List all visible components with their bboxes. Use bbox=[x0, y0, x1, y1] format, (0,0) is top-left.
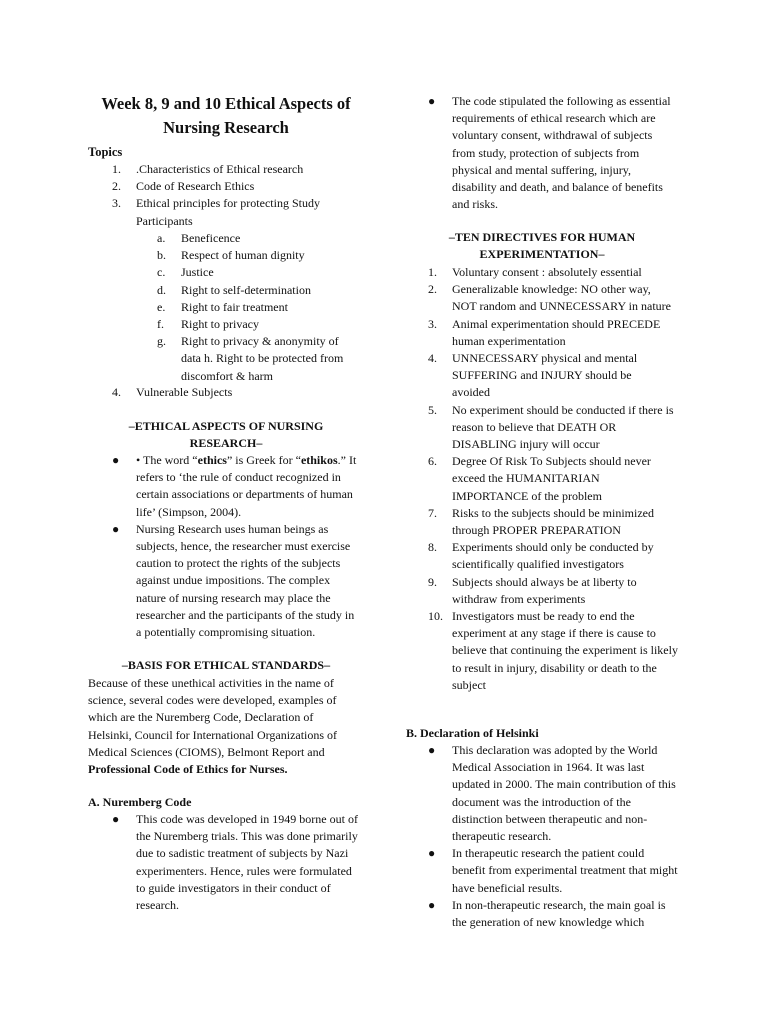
page-title: Week 8, 9 and 10 Ethical Aspects of Nursing Research bbox=[101, 94, 351, 137]
topics-heading: Topics bbox=[88, 145, 123, 159]
list-item: 3. Animal experimentation should PRECEDE human experimentation bbox=[428, 316, 661, 348]
list-item: 7. Risks to the subjects should be minimized through PROPER PREPARATION bbox=[428, 505, 654, 538]
subtopics-list bbox=[157, 230, 357, 385]
topics-list bbox=[112, 161, 362, 230]
nuremberg-bullets bbox=[112, 811, 362, 914]
helsinki-heading: B. Declaration of Helsinki bbox=[406, 726, 539, 740]
list-item: a. Beneficence bbox=[157, 231, 241, 245]
list-item: ● This declaration was adopted by the World Medical Association in 1964. It was last updated in 2000. The main contribution of this document was the introduction of the distinction between therapeutic and non-therapeutic research. bbox=[428, 743, 676, 844]
list-item: d. Right to self-determination bbox=[157, 282, 311, 297]
list-item: ● In therapeutic research the patient could benefit from experimental treatment that might have beneficial results. bbox=[428, 846, 678, 895]
list-item: g. Right to privacy & anonymity of data h. Right to be protected from discomfort & harm bbox=[157, 334, 344, 383]
list-item: 4. UNNECESSARY physical and mental SUFFERING and INJURY should be avoided bbox=[428, 351, 638, 400]
nuremberg-heading: A. Nuremberg Code bbox=[88, 795, 192, 809]
list-item: b. Respect of human dignity bbox=[157, 248, 305, 263]
list-item: 10. Investigators must be ready to end the experiment at any stage if there is cause to believe that continuing the experiment is likely to result in injury, disability or death to the subject bbox=[428, 609, 678, 692]
list-item: ● The code stipulated the following as essential requirements of ethical research which are voluntary consent, withdrawal of subjects from study, protection of subjects from physical and mental suffering, injury, disability and death, and balance of benefits and risks. bbox=[428, 94, 671, 212]
list-item: 5. No experiment should be conducted if there is reason to believe that DEATH OR DISABLING injury will occur bbox=[428, 402, 674, 452]
list-item: 8. Experiments should only be conducted by scientifically qualified investigators bbox=[428, 540, 654, 572]
topics-list-continued bbox=[112, 384, 362, 401]
bullet-icon: ● bbox=[112, 812, 120, 826]
ethical-aspects-heading: –ETHICAL ASPECTS OF NURSING RESEARCH– bbox=[128, 419, 324, 451]
ten-directives-heading: –TEN DIRECTIVES FOR HUMAN EXPERIMENTATION– bbox=[448, 230, 636, 262]
list-item: ● • The word “ethics” is Greek for “ethikos.” It refers to ‘the rule of conduct recognized in certain associations or departments of human life’ (Simpson, 2004). bbox=[112, 453, 357, 519]
bullet-icon: ● bbox=[428, 846, 436, 861]
list-item: e. Right to fair treatment bbox=[157, 299, 288, 314]
bullet-icon: ● bbox=[112, 453, 120, 467]
bullet-icon: ● bbox=[428, 897, 436, 912]
list-item: 4. Vulnerable Subjects bbox=[112, 385, 233, 399]
bullet-icon: ● bbox=[428, 743, 436, 757]
basis-paragraph: Because of these unethical activities in the name of science, several codes were developed, examples of which are the Nuremberg Code, Declaration of Helsinki, Council for International Organizations of Medical Sciences (CIOMS), Belmont Report and Professional Code of Ethics for Nurses. bbox=[88, 676, 338, 777]
bullet-icon: ● bbox=[428, 94, 436, 108]
bullet-icon: ● bbox=[112, 521, 120, 536]
list-item: 6. Degree Of Risk To Subjects should never exceed the HUMANITARIAN IMPORTANCE of the problem bbox=[428, 454, 651, 503]
basis-heading: –BASIS FOR ETHICAL STANDARDS– bbox=[121, 658, 331, 672]
list-item: ● In non-therapeutic research, the main goal is the generation of new knowledge which bbox=[428, 897, 666, 930]
list-item: 1. .Characteristics of Ethical research bbox=[112, 162, 304, 176]
helsinki-bullets bbox=[428, 742, 678, 931]
list-item: 3. Ethical principles for protecting Study Participants bbox=[112, 196, 320, 228]
list-item: 2. Code of Research Ethics bbox=[112, 179, 255, 194]
list-item: f. Right to privacy bbox=[157, 317, 259, 332]
list-item: c. Justice bbox=[157, 265, 214, 280]
list-item: ● Nursing Research uses human beings as subjects, hence, the researcher must exercise caution to protect the rights of the subjects against undue impositions. The complex nature of nursing research may place the researcher and the participants of the study in a potentially compromising situation. bbox=[112, 521, 355, 640]
ethics-bullets bbox=[112, 452, 362, 641]
code-bullets bbox=[428, 93, 676, 213]
directives-list bbox=[428, 264, 678, 694]
list-item: 2. Generalizable knowledge: NO other way, NOT random and UNNECESSARY in nature bbox=[428, 282, 671, 314]
list-item: ● This code was developed in 1949 borne out of the Nuremberg trials. This was done primarily due to sadistic treatment of subjects by Nazi experimenters. Hence, rules were formulated to guide investigators in their conduct of research. bbox=[112, 812, 358, 913]
list-item: 1. Voluntary consent : absolutely essential bbox=[428, 265, 642, 279]
list-item: 9. Subjects should always be at liberty to withdraw from experiments bbox=[428, 574, 637, 606]
